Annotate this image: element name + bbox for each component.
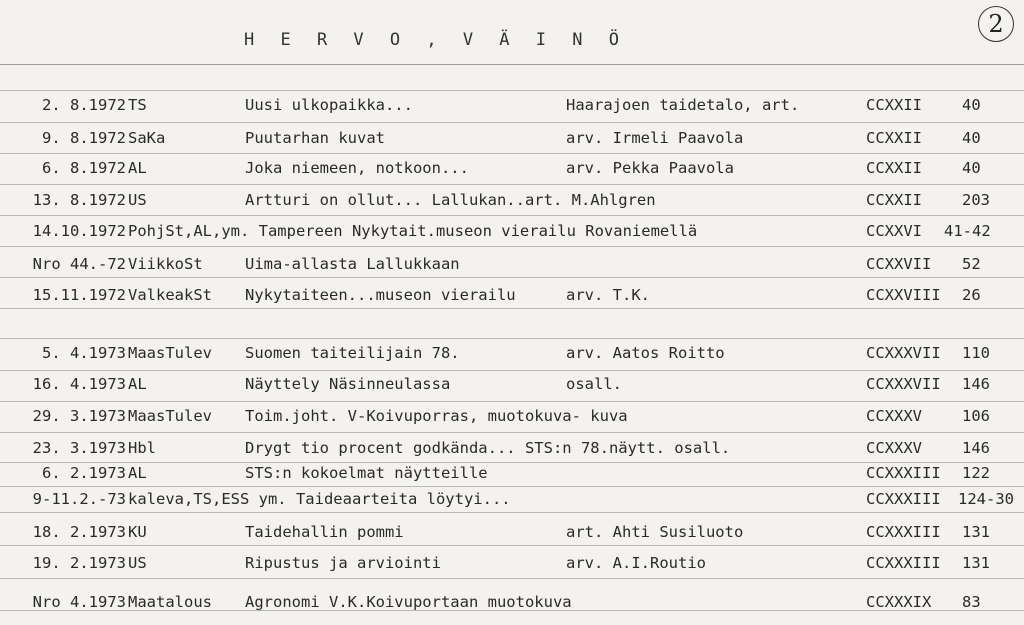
- ruled-line: [0, 370, 1024, 371]
- ruled-line: [0, 338, 1024, 339]
- entry-volume: CCXXII: [866, 191, 922, 209]
- entry-note: Haarajoen taidetalo, art.: [566, 96, 800, 114]
- entry-row: [0, 127, 1024, 149]
- entry-row: [0, 552, 1024, 574]
- entry-title: Puutarhan kuvat: [245, 129, 385, 147]
- entry-note: art. Ahti Susiluoto: [566, 523, 744, 541]
- entry-title: Näyttely Näsinneulassa: [245, 375, 451, 393]
- entry-date: Nro 4.1973: [32, 593, 126, 611]
- entry-row: [0, 94, 1024, 116]
- entry-source: US: [128, 191, 147, 209]
- ruled-line: [0, 122, 1024, 123]
- entry-date: 14.10.1972: [32, 222, 126, 240]
- entry-source: SaKa: [128, 129, 166, 147]
- entry-title: Nykytaiteen...museon vierailu: [245, 286, 516, 304]
- entry-page: 26: [962, 286, 981, 304]
- entry-title: Suomen taiteilijain 78.: [245, 344, 460, 362]
- entry-row: [0, 342, 1024, 364]
- entry-page: 146: [962, 439, 990, 457]
- entry-note: arv. Pekka Paavola: [566, 159, 734, 177]
- entry-date: 29. 3.1973: [32, 407, 126, 425]
- entry-volume: CCXXVI: [866, 222, 922, 240]
- entry-source: kaleva,TS,ESS ym. Taideaarteita löytyi...: [128, 490, 511, 508]
- entry-source: MaasTulev: [128, 407, 212, 425]
- entry-page: 41-42: [944, 222, 991, 240]
- entry-source: KU: [128, 523, 147, 541]
- entry-row: [0, 157, 1024, 179]
- entry-page: 146: [962, 375, 990, 393]
- entry-page: 40: [962, 96, 981, 114]
- entry-date: Nro 44.-72: [32, 255, 126, 273]
- entry-page: 131: [962, 523, 990, 541]
- entry-row: [0, 405, 1024, 427]
- entry-title: STS:n kokoelmat näytteille: [245, 464, 488, 482]
- entry-page: 131: [962, 554, 990, 572]
- entry-row: [0, 591, 1024, 613]
- entry-source: AL: [128, 159, 147, 177]
- entry-title: Agronomi V.K.Koivuportaan muotokuva: [245, 593, 572, 611]
- entry-date: 13. 8.1972: [32, 191, 126, 209]
- entry-date: 23. 3.1973: [32, 439, 126, 457]
- entry-row: [0, 220, 1024, 242]
- entry-source: AL: [128, 375, 147, 393]
- ruled-line: [0, 215, 1024, 216]
- header-rule: [0, 64, 1024, 65]
- ruled-line: [0, 308, 1024, 309]
- entry-row: [0, 488, 1024, 510]
- entry-row: [0, 462, 1024, 484]
- entry-row: [0, 521, 1024, 543]
- entry-volume: CCXXXIII: [866, 523, 941, 541]
- entry-date: 9. 8.1972: [42, 129, 126, 147]
- ruled-line: [0, 184, 1024, 185]
- ruled-line: [0, 246, 1024, 247]
- entry-page: 124-30: [958, 490, 1014, 508]
- entry-page: 203: [962, 191, 990, 209]
- ruled-line: [0, 432, 1024, 433]
- entry-source: MaasTulev: [128, 344, 212, 362]
- entry-page: 40: [962, 159, 981, 177]
- entry-source: ViikkoSt: [128, 255, 203, 273]
- entry-page: 83: [962, 593, 981, 611]
- entry-date: 5. 4.1973: [42, 344, 126, 362]
- entry-title: Joka niemeen, notkoon...: [245, 159, 469, 177]
- entry-date: 15.11.1972: [32, 286, 126, 304]
- entry-page: 110: [962, 344, 990, 362]
- ruled-line: [0, 401, 1024, 402]
- ruled-line: [0, 578, 1024, 579]
- entry-page: 106: [962, 407, 990, 425]
- entry-title: Drygt tio procent godkända... STS:n 78.näytt. osall.: [245, 439, 731, 457]
- entry-date: 2. 8.1972: [42, 96, 126, 114]
- ruled-line: [0, 153, 1024, 154]
- entry-note: arv. A.I.Routio: [566, 554, 706, 572]
- entry-row: [0, 284, 1024, 306]
- entry-volume: CCXXII: [866, 159, 922, 177]
- card-title: H E R V O , V Ä I N Ö: [244, 30, 627, 50]
- entry-volume: CCXXXV: [866, 439, 922, 457]
- entry-title: Taidehallin pommi: [245, 523, 404, 541]
- entry-source: TS: [128, 96, 147, 114]
- entry-note: arv. T.K.: [566, 286, 650, 304]
- entry-source: Maatalous: [128, 593, 212, 611]
- entry-volume: CCXXVIII: [866, 286, 941, 304]
- entry-title: Toim.joht. V-Koivuporras, muotokuva- kuva: [245, 407, 628, 425]
- entry-volume: CCXXVII: [866, 255, 932, 273]
- entry-volume: CCXXXIX: [866, 593, 932, 611]
- entry-date: 18. 2.1973: [32, 523, 126, 541]
- entry-page: 122: [962, 464, 990, 482]
- entry-title: Ripustus ja arviointi: [245, 554, 441, 572]
- card-number-circle: 2: [978, 6, 1014, 42]
- ruled-line: [0, 486, 1024, 487]
- entry-volume: CCXXXV: [866, 407, 922, 425]
- entry-source: ValkeakSt: [128, 286, 212, 304]
- entry-source: US: [128, 554, 147, 572]
- entry-note: arv. Irmeli Paavola: [566, 129, 744, 147]
- entry-row: [0, 189, 1024, 211]
- entry-date: 6. 8.1972: [42, 159, 126, 177]
- entry-row: [0, 437, 1024, 459]
- entry-source: AL: [128, 464, 147, 482]
- entry-row: [0, 373, 1024, 395]
- entry-volume: CCXXXVII: [866, 344, 941, 362]
- entry-date: 19. 2.1973: [32, 554, 126, 572]
- entry-volume: CCXXXIII: [866, 464, 941, 482]
- entry-title: Uusi ulkopaikka...: [245, 96, 413, 114]
- entry-title: Artturi on ollut... Lallukan..art. M.Ahlgren: [245, 191, 656, 209]
- ruled-line: [0, 545, 1024, 546]
- entry-page: 52: [962, 255, 981, 273]
- ruled-line: [0, 90, 1024, 91]
- entry-note: arv. Aatos Roitto: [566, 344, 725, 362]
- entry-date: 9-11.2.-73: [32, 490, 126, 508]
- entry-date: 16. 4.1973: [32, 375, 126, 393]
- entry-title: Uima-allasta Lallukkaan: [245, 255, 460, 273]
- entry-page: 40: [962, 129, 981, 147]
- entry-source: PohjSt,AL,ym. Tampereen Nykytait.museon vierailu Rovaniemellä: [128, 222, 698, 240]
- ruled-line: [0, 512, 1024, 513]
- entry-date: 6. 2.1973: [42, 464, 126, 482]
- entry-note: osall.: [566, 375, 622, 393]
- entry-volume: CCXXXIII: [866, 490, 941, 508]
- entry-source: Hbl: [128, 439, 156, 457]
- entry-volume: CCXXXIII: [866, 554, 941, 572]
- entry-volume: CCXXII: [866, 129, 922, 147]
- entry-row: [0, 253, 1024, 275]
- entry-volume: CCXXXVII: [866, 375, 941, 393]
- ruled-line: [0, 277, 1024, 278]
- entry-volume: CCXXII: [866, 96, 922, 114]
